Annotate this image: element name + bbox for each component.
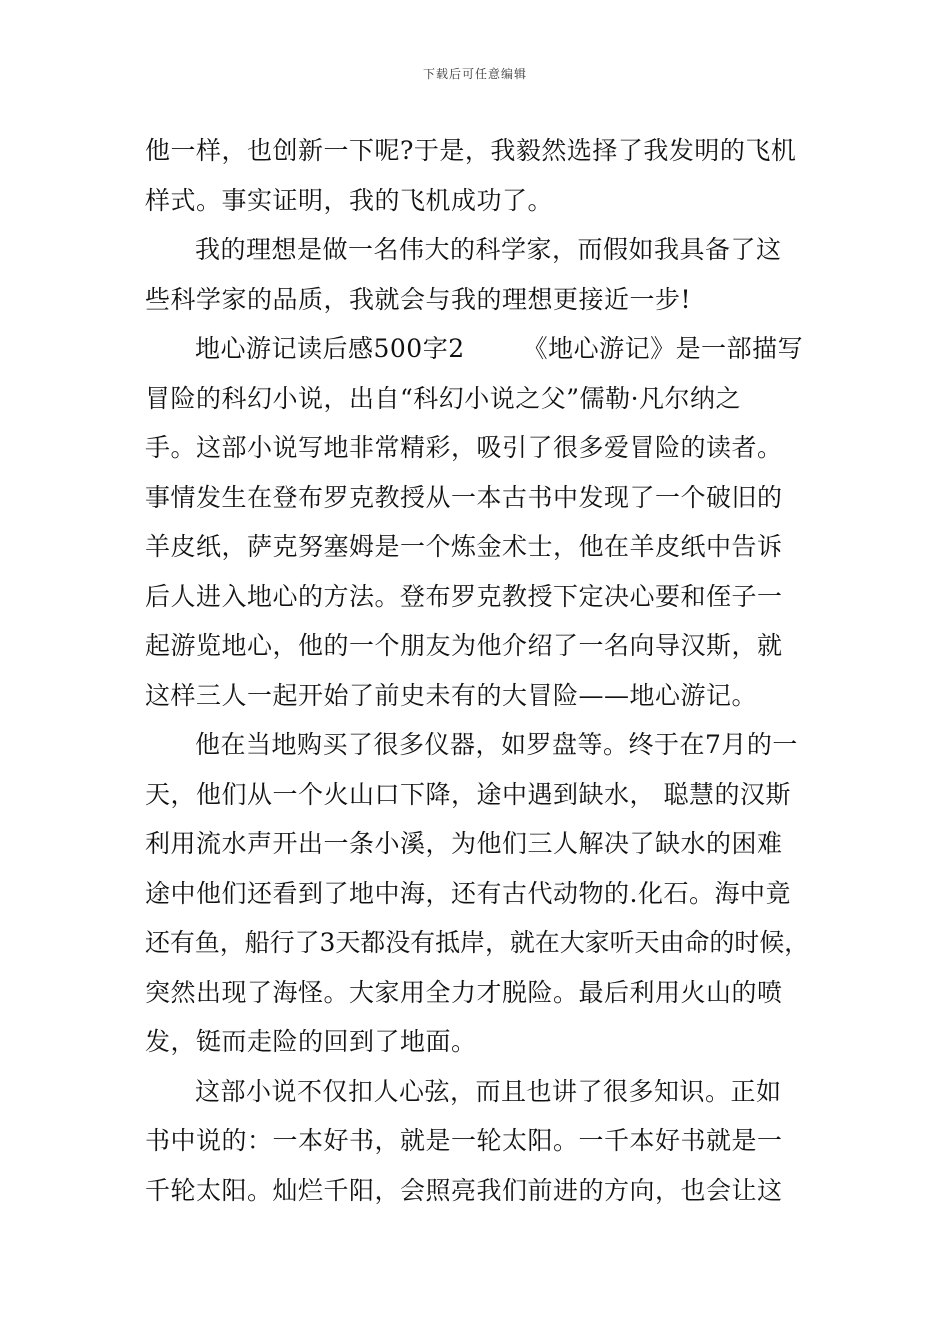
text-line: 突然出现了海怪。大家用全力才脱险。最后利用火山的喷 xyxy=(145,977,783,1007)
page-header: 下载后可任意编辑 xyxy=(422,67,527,81)
text-line: 还有鱼，船行了3天都没有抵岸，就在大家听天由命的时候， xyxy=(145,928,810,957)
text-line: 这样三人一起开始了前史未有的大冒险——地心游记。 xyxy=(145,680,758,710)
text-line: 样式。事实证明，我的飞机成功了。 xyxy=(145,185,554,215)
text-line-with-title xyxy=(145,324,810,374)
text-line: 这部小说不仅扣人心弦，而且也讲了很多知识。正如 xyxy=(195,1076,782,1106)
text-line: 羊皮纸，萨克努塞姆是一个炼金术士，他在羊皮纸中告诉 xyxy=(145,532,783,561)
section-text: 《地心游记》是一部描写 xyxy=(522,334,804,363)
text-line: 他一样，也创新一下呢?于是，我毅然选择了我发明的飞机 xyxy=(145,136,797,165)
text-line: 发，铤而走险的回到了地面。 xyxy=(145,1027,477,1056)
text-line: 我的理想是做一名伟大的科学家，而假如我具备了这 xyxy=(195,235,782,264)
section-title: 地心游记读后感500字2 xyxy=(195,334,465,363)
text-line: 他在当地购买了很多仪器，如罗盘等。终于在7月的一 xyxy=(195,730,798,759)
text-line: 天，他们从一个火山口下降，途中遇到缺水， 聪慧的汉斯 xyxy=(145,779,791,809)
text-line: 起游览地心，他的一个朋友为他介绍了一名向导汉斯，就 xyxy=(145,631,783,660)
text-line: 途中他们还看到了地中海，还有古代动物的.化石。海中竟 xyxy=(145,878,791,908)
text-line: 冒险的科幻小说，出自“科幻小说之父”儒勒·凡尔纳之 xyxy=(145,383,742,413)
text-line: 利用流水声开出一条小溪，为他们三人解决了缺水的困难 xyxy=(145,829,783,858)
document-body xyxy=(145,126,810,1215)
text-line: 后人进入地心的方法。登布罗克教授下定决心要和侄子一 xyxy=(145,581,783,611)
text-line: 些科学家的品质，我就会与我的理想更接近一步! xyxy=(145,284,692,314)
text-line: 书中说的：一本好书，就是一轮太阳。一千本好书就是一 xyxy=(145,1126,783,1155)
text-line: 千轮太阳。灿烂千阳，会照亮我们前进的方向，也会让这 xyxy=(145,1175,783,1205)
text-line: 事情发生在登布罗克教授从一本古书中发现了一个破旧的 xyxy=(145,482,783,512)
text-line: 手。这部小说写地非常精彩，吸引了很多爱冒险的读者。 xyxy=(145,433,783,462)
